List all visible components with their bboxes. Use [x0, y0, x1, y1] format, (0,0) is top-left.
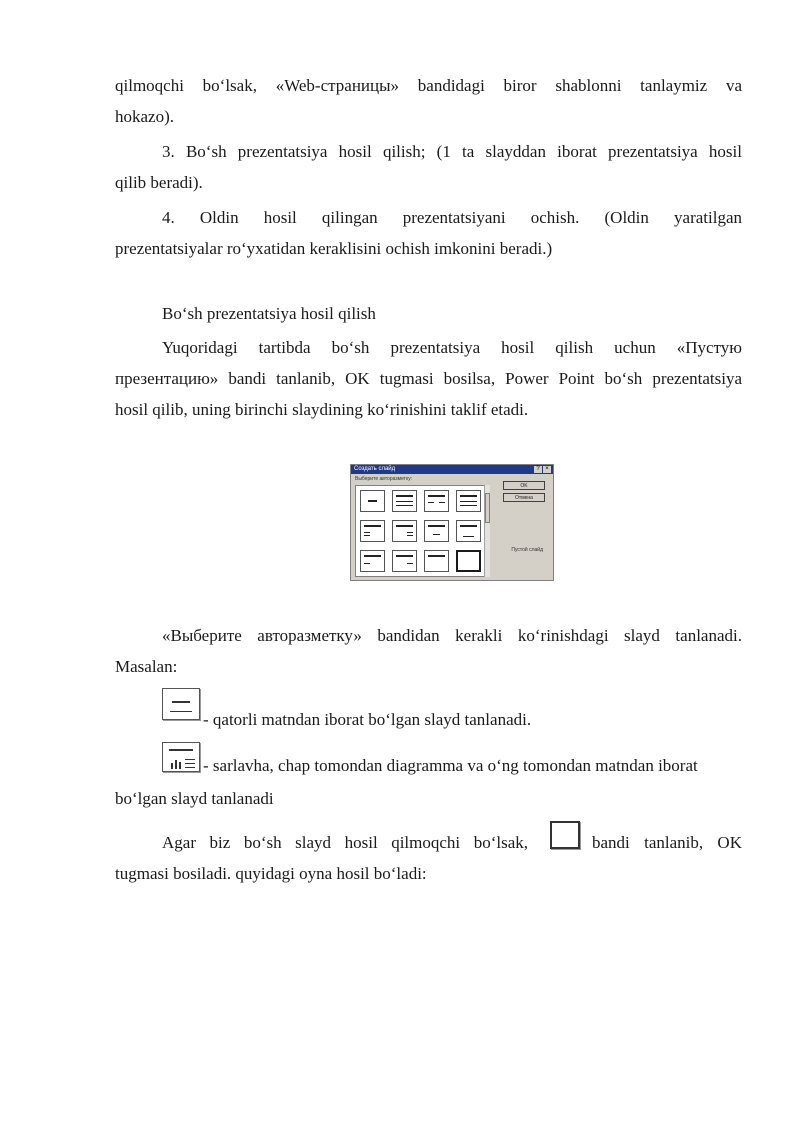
cancel-button[interactable]: Отмена	[503, 493, 545, 502]
text-line: bandi tanlanib, OK	[592, 833, 742, 852]
text-line: 3. Bo‘sh prezentatsiya hosil qilish; (1 ta slayddan iborat prezentatsiya hosil	[162, 142, 742, 161]
layout-scrollbar[interactable]	[484, 485, 490, 577]
layout-grid	[355, 485, 490, 577]
text-line: Masalan:	[115, 657, 178, 676]
help-icon[interactable]: ?	[534, 466, 542, 473]
text-line: Yuqoridagi tartibda bo‘sh prezentatsiya hosil qilish uchun «Пустую	[162, 338, 742, 357]
text-line: hokazo).	[115, 107, 175, 126]
ok-button[interactable]: OK	[503, 481, 545, 490]
text-line: «Выберите авторазметку» bandidan kerakli ko‘rinishdagi slayd tanlanadi.	[162, 626, 742, 645]
text-line: Agar biz bo‘sh slayd hosil qilmoqchi bo‘lsak,	[162, 833, 528, 852]
section-heading: Bo‘sh prezentatsiya hosil qilish	[162, 304, 376, 323]
text-line: bo‘lgan slayd tanlanadi	[115, 789, 274, 808]
text-line: hosil qilib, uning birinchi slaydining ko‘rinishini taklif etadi.	[115, 400, 529, 419]
paragraph-web-templates	[115, 70, 742, 132]
text-line: qilmoqchi bo‘lsak, «Web-страницы» bandidagi biror shablonni tanlaymiz va	[115, 76, 742, 95]
bulleted-text-layout-icon	[162, 688, 200, 720]
paragraph-autolayout	[115, 620, 742, 682]
text-line: tugmasi bosiladi. quyidagi oyna hosil bo‘ladi:	[115, 864, 427, 883]
layout-org-chart-icon[interactable]	[424, 520, 449, 542]
dialog-title: Создать слайд	[354, 466, 396, 472]
layout-table-icon[interactable]	[456, 490, 481, 512]
layout-title-icon[interactable]	[360, 490, 385, 512]
layout-blank-icon[interactable]	[456, 550, 481, 572]
close-icon[interactable]: ×	[543, 466, 551, 473]
layout-text-chart-icon[interactable]	[360, 520, 385, 542]
text-line: - qatorli matndan iborat bo‘lgan slayd tanlanadi.	[203, 710, 532, 729]
layout-two-column-icon[interactable]	[424, 490, 449, 512]
layout-text-clipart-icon[interactable]	[360, 550, 385, 572]
paragraph-item-4	[115, 202, 742, 264]
text-line: - sarlavha, chap tomondan diagramma va o‘ng tomondan matndan iborat	[203, 756, 698, 775]
blank-slide-layout-icon	[550, 821, 580, 849]
text-line: qilib beradi).	[115, 173, 203, 192]
text-line: prezentatsiyalar ro‘yxatidan keraklisini ochish imkonini beradi.)	[115, 239, 553, 258]
layout-chart-text-icon[interactable]	[392, 520, 417, 542]
text-line: 4. Oldin hosil qilingan prezentatsiyani ochish. (Oldin yaratilgan	[162, 208, 742, 227]
chart-and-text-layout-icon	[162, 742, 200, 772]
layout-chart-icon[interactable]	[456, 520, 481, 542]
layout-title-only-icon[interactable]	[424, 550, 449, 572]
dialog-layout-label: Выберите авторазметку:	[355, 476, 413, 482]
paragraph-empty-presentation	[115, 332, 742, 425]
paragraph-item-3	[115, 136, 742, 198]
text-line: презентацию» bandi tanlanib, OK tugmasi bosilsa, Power Point bo‘sh prezentatsiya	[115, 369, 742, 388]
dialog-title-bar	[351, 465, 553, 474]
layout-title-text-icon[interactable]	[392, 490, 417, 512]
new-slide-dialog-image	[350, 464, 554, 581]
layout-clipart-text-icon[interactable]	[392, 550, 417, 572]
layout-description: Пустой слайд	[511, 547, 543, 553]
